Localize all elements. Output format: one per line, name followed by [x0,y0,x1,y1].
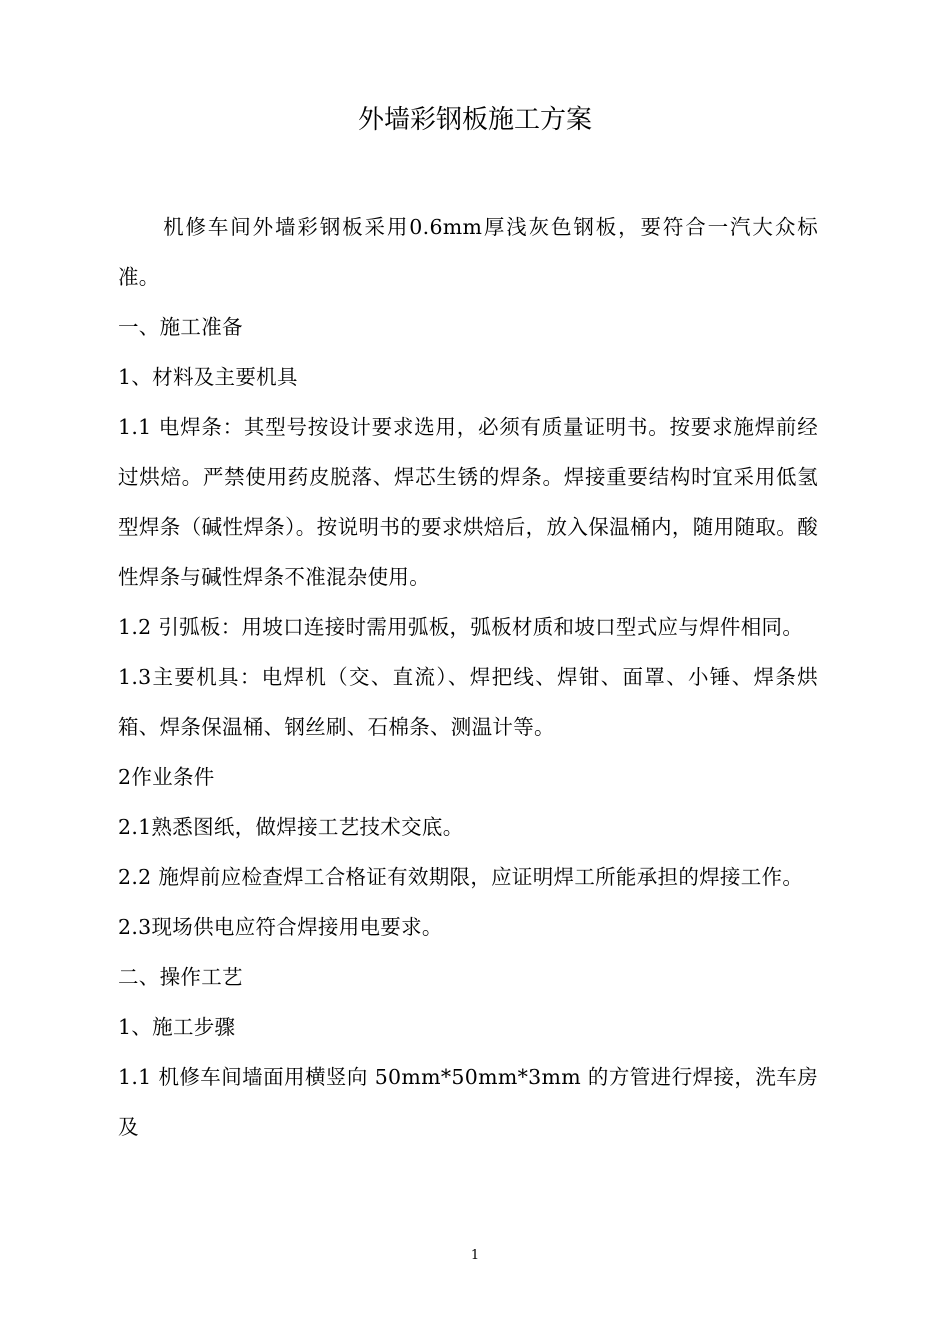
paragraph-drawings: 2.1熟悉图纸，做焊接工艺技术交底。 [118,815,464,839]
paragraph-intro: 机修车间外墙彩钢板采用0.6mm厚浅灰色钢板，要符合一汽大众标准。 [118,215,818,289]
subsection-heading-materials: 1、材料及主要机具 [118,365,298,389]
section-heading-preparation: 一、施工准备 [118,315,243,339]
paragraph-welder-certificate: 2.2 施焊前应检查焊工合格证有效期限，应证明焊工所能承担的焊接工作。 [118,865,804,889]
document-body [118,202,818,1152]
paragraph-electrode: 1.1 电焊条：其型号按设计要求选用，必须有质量证明书。按要求施焊前经过烘焙。严禁使用药皮脱落、焊芯生锈的焊条。焊接重要结构时宜采用低氢型焊条（碱性焊条）。按说明书的要求烘焙后，放入保温桶内，随用随取。酸性焊条与碱性焊条不准混杂使用。 [118,415,818,589]
paragraph-wall-frame: 1.1 机修车间墙面用横竖向 50mm*50mm*3mm 的方管进行焊接，洗车房及 [118,1065,818,1139]
paragraph-arc-plate: 1.2 引弧板：用坡口连接时需用弧板，弧板材质和坡口型式应与焊件相同。 [118,615,804,639]
paragraph-power-supply: 2.3现场供电应符合焊接用电要求。 [118,915,443,939]
subsection-heading-work-conditions: 2作业条件 [118,765,215,789]
document-title: 外墙彩钢板施工方案 [357,105,592,135]
paragraph-main-tools: 1.3主要机具：电焊机（交、直流）、焊把线、焊钳、面罩、小锤、焊条烘箱、焊条保温桶、钢丝刷、石棉条、测温计等。 [118,665,818,739]
subsection-heading-steps: 1、施工步骤 [118,1015,236,1039]
section-heading-process: 二、操作工艺 [118,965,243,989]
page-number: 1 [470,1248,480,1263]
